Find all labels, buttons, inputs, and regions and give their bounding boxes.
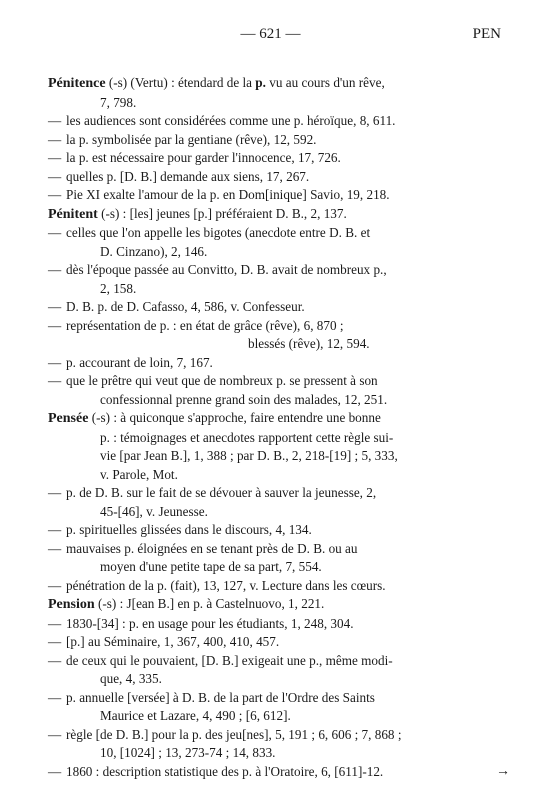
subentry: — p. annuelle [versée] à D. B. de la part de l'Ordre des Saints	[48, 689, 375, 705]
entry-penitent	[48, 205, 500, 410]
subentry-continuation: Maurice et Lazare, 4, 490 ; [6, 612].	[100, 708, 291, 723]
headword: Pénitence	[48, 76, 106, 91]
subentry: — mauvaises p. éloignées en se tenant près de D. B. ou au	[48, 540, 358, 556]
subentry: — la p. est nécessaire pour garder l'innocence, 17, 726.	[48, 150, 341, 165]
subentry: — représentation de p. : en état de grâce (rêve), 6, 870 ;	[48, 317, 344, 333]
subentry: — que le prêtre qui veut que de nombreux p. se pressent à son	[48, 373, 378, 388]
subentry: — règle [de D. B.] pour la p. des jeu[nes], 5, 191 ; 6, 606 ; 7, 868 ;	[48, 726, 402, 742]
subentry: — pénétration de la p. (fait), 13, 127, v. Lecture dans les cœurs.	[48, 577, 386, 593]
subentry: — celles que l'on appelle les bigotes (anecdote entre D. B. et	[48, 225, 371, 240]
subentry: — p. accourant de loin, 7, 167.	[48, 354, 213, 370]
entry-line: Pensée (-s) : à quiconque s'approche, faire entendre une bonne	[48, 410, 381, 426]
subentry-continuation: moyen d'une petite tape de sa part, 7, 554.	[100, 559, 322, 574]
subentry-continuation: 10, [1024] ; 13, 273-74 ; 14, 833.	[100, 745, 276, 760]
subentry-continuation: 45-[46], v. Jeunesse.	[100, 503, 208, 519]
entry-line: 7, 798.	[100, 94, 137, 110]
entry-line: Pension (-s) : J[ean B.] en p. à Castelnuovo, 1, 221.	[48, 596, 325, 612]
entry-line: p. : témoignages et anecdotes rapportent cette règle sui-	[100, 429, 394, 445]
headword: Pénitent	[48, 206, 98, 222]
headword: Pensée	[48, 411, 89, 426]
entry-pension	[48, 595, 510, 781]
running-head: PEN	[472, 26, 501, 42]
subentry-continuation: D. Cinzano), 2, 146.	[100, 243, 208, 259]
subentry-continuation: blessés (rêve), 12, 594.	[248, 336, 370, 351]
subentry: — p. de D. B. sur le fait de se dévouer à sauver la jeunesse, 2,	[48, 485, 377, 500]
headword: Pension	[48, 597, 95, 612]
subentry: — Pie XI exalte l'amour de la p. en Dom[inique] Savio, 19, 218.	[48, 187, 390, 202]
subentry: — [p.] au Séminaire, 1, 367, 400, 410, 457.	[48, 634, 280, 649]
subentry: — 1860 : description statistique des p. à l'Oratoire, 6, [611]-12. →	[48, 763, 500, 782]
subentry: — quelles p. [D. B.] demande aux siens, 17, 267.	[48, 168, 310, 184]
subentry: — de ceux qui le pouvaient, [D. B.] exigeait une p., même modi-	[48, 652, 393, 668]
subentry: — D. B. p. de D. Cafasso, 4, 586, v. Confesseur.	[48, 299, 305, 314]
subentry: — dès l'époque passée au Convitto, D. B. avait de nombreux p.,	[48, 262, 387, 277]
entry-line: vie [par Jean B.], 1, 388 ; par D. B., 2, 218-[19] ; 5, 333,	[100, 448, 398, 463]
subentry: — 1830-[34] : p. en usage pour les étudiants, 1, 248, 304.	[48, 615, 354, 631]
subentry-continuation: confessionnal prenne grand soin des malades, 12, 251.	[100, 391, 388, 407]
page-header	[0, 26, 541, 44]
page-number: — 621 —	[240, 26, 301, 42]
entry-line: Pénitence (-s) (Vertu) : étendard de la p. vu au cours d'un rêve,	[48, 75, 385, 91]
entry-pensee	[48, 409, 500, 595]
continue-arrow-icon: →	[496, 763, 510, 779]
subentry: — p. spirituelles glissées dans le discours, 4, 134.	[48, 522, 312, 537]
subentry-continuation: 2, 158.	[100, 280, 137, 296]
subentry: — les audiences sont considérées comme une p. héroïque, 8, 611.	[48, 113, 396, 128]
entry-penitence	[48, 74, 500, 205]
entry-line: v. Parole, Mot.	[100, 466, 178, 482]
subentry-continuation: que, 4, 335.	[100, 671, 162, 686]
subentry: — la p. symbolisée par la gentiane (rêve), 12, 592.	[48, 131, 317, 147]
index-body	[48, 74, 510, 781]
entry-line: Pénitent (-s) : [les] jeunes [p.] préféraient D. B., 2, 137.	[48, 205, 347, 222]
